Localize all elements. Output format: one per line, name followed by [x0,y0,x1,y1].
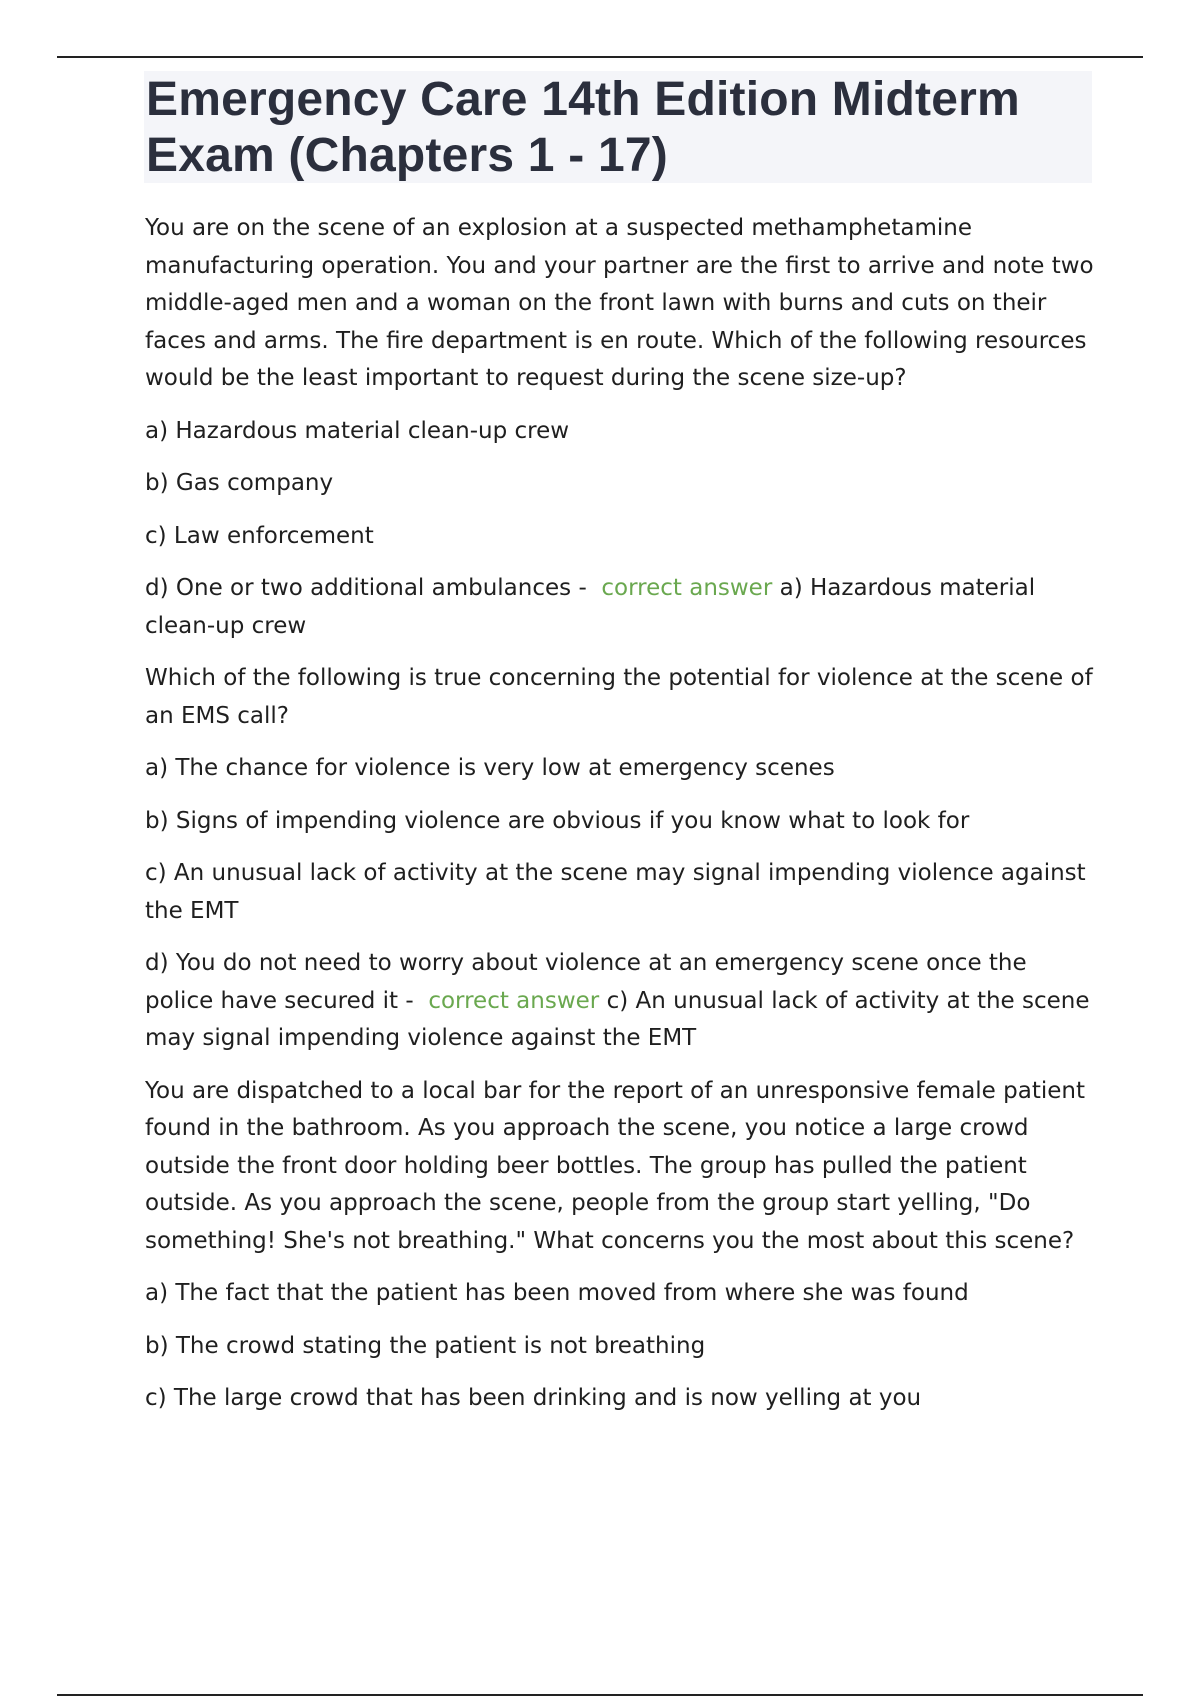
answer-option: b) The crowd stating the patient is not breathing [145,1332,706,1359]
answer-option: b) Signs of impending violence are obvious if you know what to look for [145,807,970,834]
correct-answer-text: c) An unusual lack of activity at the scene may signal impending violence against the EMT [145,987,1090,1051]
answer-option: c) An unusual lack of activity at the scene may signal impending violence against the EMT [145,860,1086,924]
question-stem: You are on the scene of an explosion at a suspected methamphetamine manufacturing operation. You and your partner are the first to arrive and note two middle-aged men and a woman on the front lawn with burns and cuts on their faces and arms. The fire department is en route. Which of the following resources would be the least important to request during the scene size-up? [145,215,1094,391]
question-stem: Which of the following is true concerning the potential for violence at the scene of an EMS call? [145,665,1093,729]
page-title: Emergency Care 14th Edition Midterm Exam (Chapters 1 - 17) [146,73,1020,182]
answer-option: c) Law enforcement [145,522,374,549]
answer-option-text: d) One or two additional ambulances - [145,575,587,601]
title-block [144,71,1092,183]
correct-answer-label: correct answer [601,575,773,601]
question-stem: You are dispatched to a local bar for the report of an unresponsive female patient found in the bathroom. As you approach the scene, you notice a large crowd outside the front door holding beer bottles. The group has pulled the patient outside. As you approach the scene, people from the group start yelling, "Do something! She's not breathing." What concerns you the most about this scene? [145,1077,1085,1254]
answer-option: a) The chance for violence is very low at emergency scenes [145,755,835,781]
header-rule [57,56,1143,58]
answer-option: c) The large crowd that has been drinking and is now yelling at you [145,1385,922,1411]
answer-option: a) The fact that the patient has been moved from where she was found [145,1280,969,1306]
answer-option: b) Gas company [145,470,334,496]
correct-answer-text: a) Hazardous material clean-up crew [145,575,1036,639]
footer-rule [57,1694,1143,1696]
answer-option-with-key [145,945,1095,1058]
answer-option: a) Hazardous material clean-up crew [145,417,570,444]
answer-option-with-key [145,570,1095,645]
correct-answer-label: correct answer [428,987,600,1014]
document-body [145,210,1095,1433]
answer-option-text: d) You do not need to worry about violence at an emergency scene once the police have secured it - [145,950,1027,1014]
